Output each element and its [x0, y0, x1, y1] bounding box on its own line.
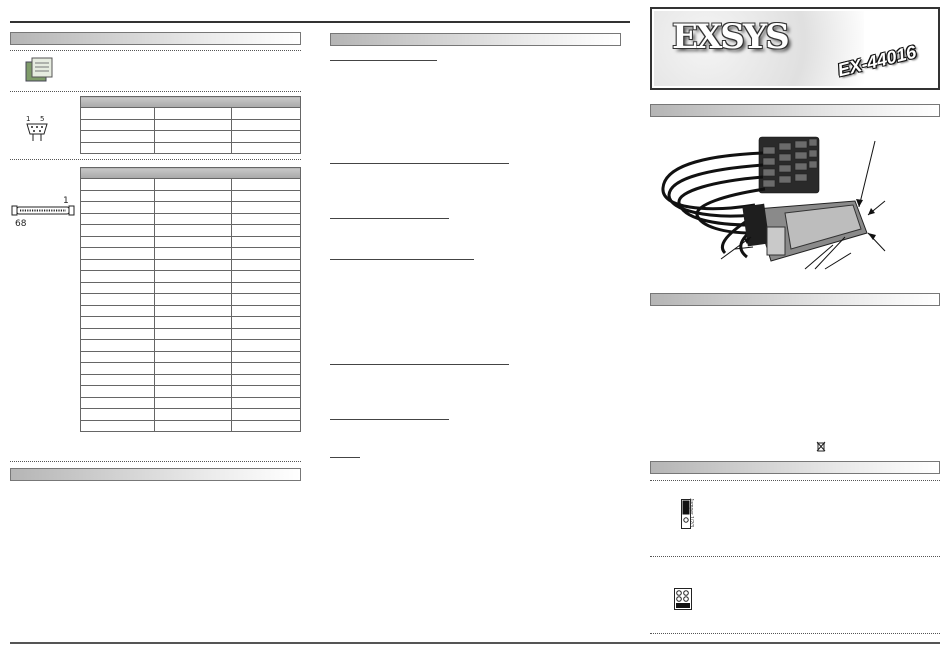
db9-connector-icon	[23, 113, 51, 145]
db9-pin-low-label: 1	[26, 115, 31, 123]
divider	[650, 480, 940, 481]
jumper-label: Jumper 1/2/3	[688, 498, 694, 528]
divider	[10, 91, 301, 92]
divider	[10, 159, 301, 160]
divider	[10, 461, 301, 462]
db9-pin-table	[80, 96, 301, 154]
section-bar-right-3	[650, 461, 940, 474]
heading-underline	[330, 218, 449, 219]
weee-bin-icon	[816, 441, 826, 452]
divider	[650, 633, 940, 634]
heading-underline	[330, 419, 449, 420]
heading-underline	[330, 259, 474, 260]
brand-logo: EXSYS	[672, 17, 788, 57]
heading-underline	[330, 163, 509, 164]
db9-pin-high-label: 5	[40, 115, 45, 123]
section-bar-left-2	[10, 468, 301, 481]
model-number: EX-44016	[835, 41, 919, 81]
heading-underline	[330, 60, 437, 61]
heading-underline	[330, 457, 360, 458]
top-rule	[10, 21, 630, 23]
bottom-rule	[10, 642, 940, 644]
document-icon	[25, 57, 55, 83]
vhdci68-connector-icon	[11, 196, 77, 228]
section-bar-right-2	[650, 293, 940, 306]
heading-underline	[330, 364, 509, 365]
jumper-block-icon	[674, 588, 692, 610]
section-bar-right-1	[650, 104, 940, 117]
product-photo	[655, 133, 895, 273]
brand-logo-box	[650, 7, 940, 90]
conn68-pin-first-label: 1	[63, 196, 69, 206]
conn68-pin-last-label: 68	[15, 219, 27, 228]
divider	[650, 556, 940, 557]
conn68-pin-table	[80, 167, 301, 432]
section-bar-left-1	[10, 32, 301, 45]
divider	[10, 50, 301, 51]
section-bar-middle	[330, 33, 621, 46]
